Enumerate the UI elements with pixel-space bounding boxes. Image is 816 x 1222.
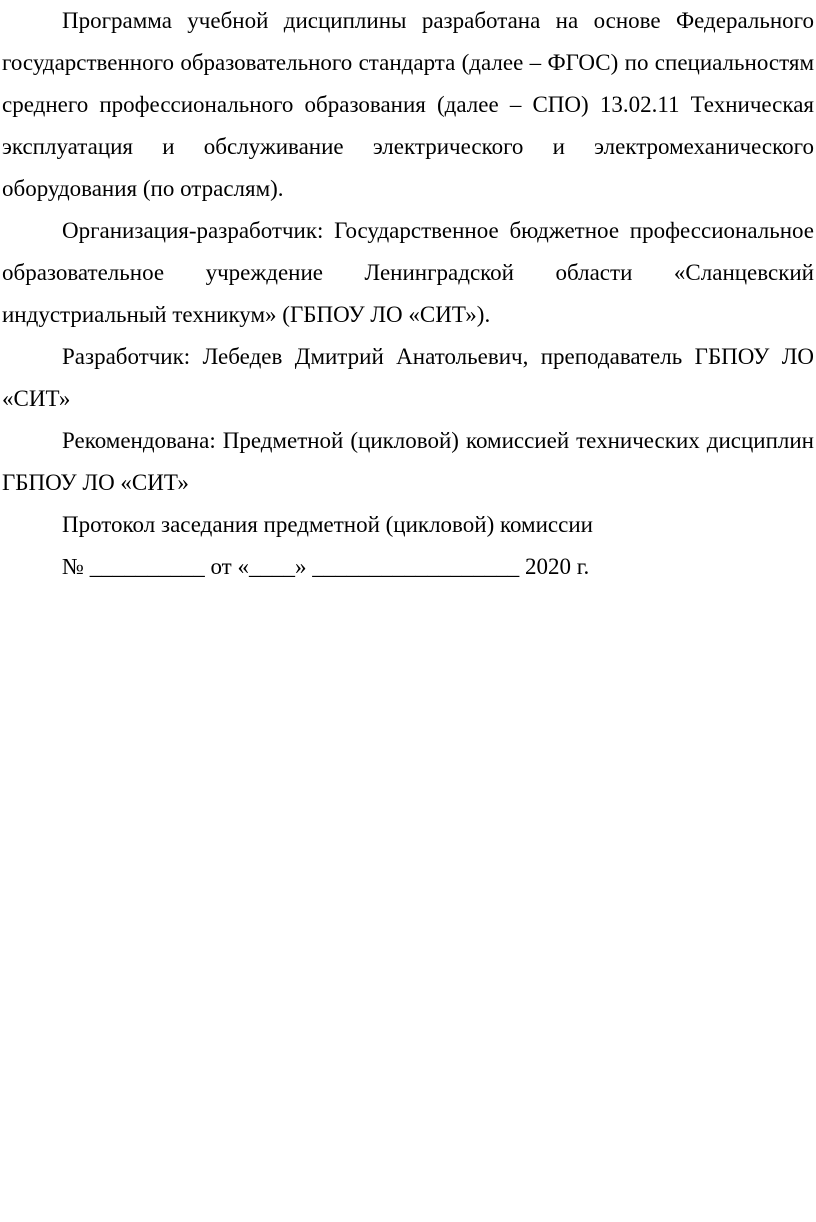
paragraph-recommended: Рекомендована: Предметной (цикловой) комиссией технических дисциплин ГБПОУ ЛО «СИТ» bbox=[2, 428, 814, 495]
paragraph-organization: Организация-разработчик: Государственное бюджетное профессиональное образовательное учреждение Ленинградской области «Сланцевский индустриальный техникум» (ГБПОУ ЛО «СИТ»). bbox=[2, 218, 814, 327]
document-body bbox=[2, 0, 814, 588]
paragraph-program-basis: Программа учебной дисциплины разработана на основе Федерального государственного образовательного стандарта (далее – ФГОС) по специальностям среднего профессионального образования (далее – СПО) 13.02.11 Техническая эксплуатация и обслуживание электрического и электромеханического оборудования (по отраслям). bbox=[2, 8, 814, 201]
paragraph-developer: Разработчик: Лебедев Дмитрий Анатольевич, преподаватель ГБПОУ ЛО «СИТ» bbox=[2, 344, 814, 411]
protocol-number-date-line: № __________ от «____» __________________ 2020 г. bbox=[62, 554, 590, 579]
paragraph-protocol-title: Протокол заседания предметной (цикловой) комиссии bbox=[62, 512, 593, 537]
